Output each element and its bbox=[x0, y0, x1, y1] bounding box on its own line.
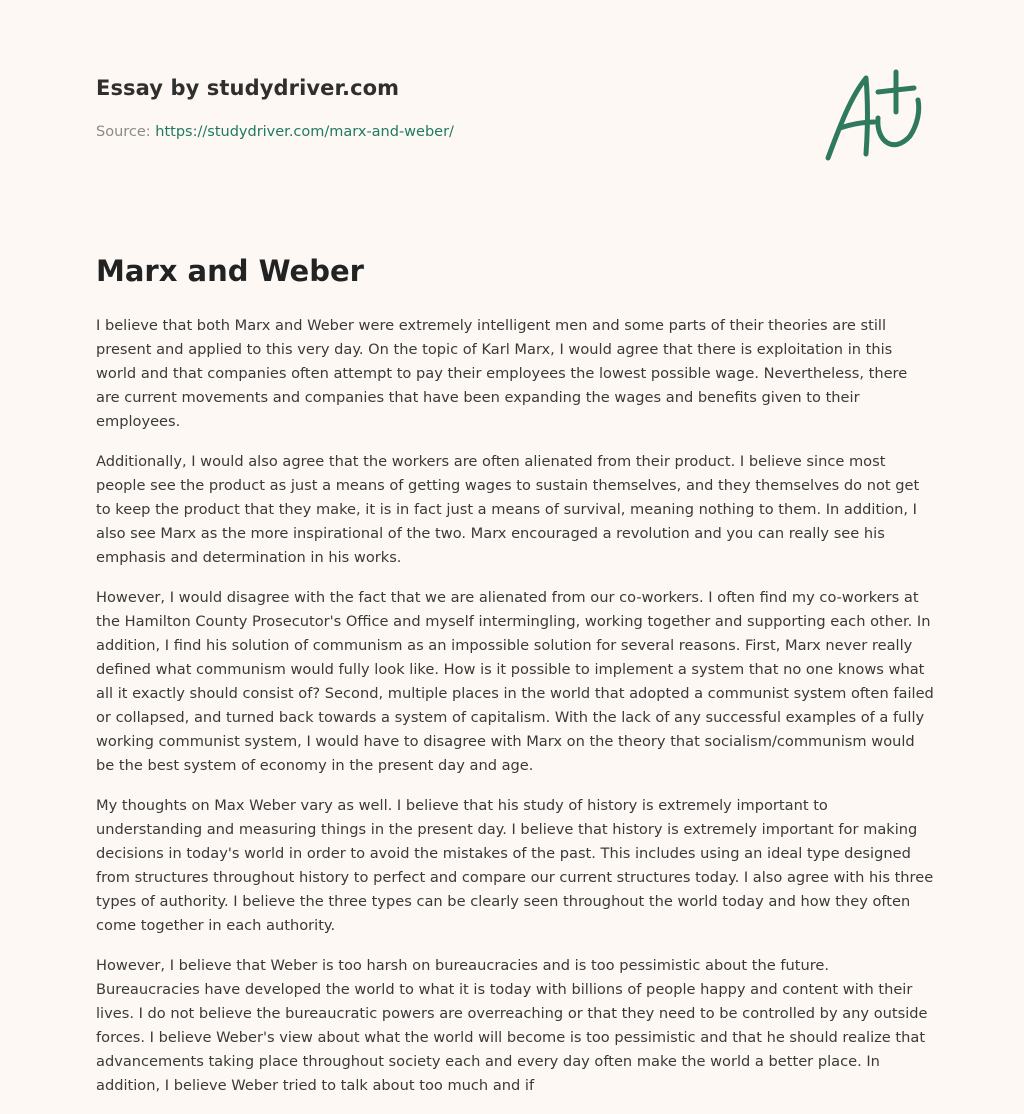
source-label: Source: bbox=[96, 124, 156, 140]
source-link[interactable]: https://studydriver.com/marx-and-weber/ bbox=[155, 124, 454, 140]
essay-paragraph: I believe that both Marx and Weber were extremely intelligent men and some parts of their theories are still present and applied to this very day. On the topic of Karl Marx, I would agree that there is exploitation in this world and that companies often attempt to pay their employees the lowest possible wage. Nevertheless, there are current movements and companies that have been expanding the wages and benefits given to their employees. bbox=[96, 317, 908, 430]
essay-paragraph: However, I believe that Weber is too harsh on bureaucracies and is too pessimistic about the future. Bureaucracies have developed the world to what it is today with billions of people happy and content with their lives. I do not believe the bureaucratic powers are overreaching or that they need to be controlled by any outside forces. I believe Weber's view about what the world will become is too pessimistic and that he should realize that advancements taking place throughout society each and every day often make the world a better place. In addition, I believe Weber tried to talk about too much and if bbox=[96, 957, 928, 1094]
essay-paragraph: However, I would disagree with the fact that we are alienated from our co-workers. I often find my co-workers at the Hamilton County Prosecutor's Office and myself intermingling, working together and supporting each other. In addition, I find his solution of communism as an impossible solution for several reasons. First, Marx never really defined what communism would fully look like. How is it possible to implement a system that no one knows what all it exactly should consist of? Second, multiple places in the world that adopted a communist system often failed or collapsed, and turned back towards a system of capitalism. With the lack of any successful examples of a fully working communist system, I would have to disagree with Marx on the theory that socialism/communism would be the best system of economy in the present day and age. bbox=[96, 589, 934, 774]
source-line bbox=[96, 124, 454, 140]
essay-title: Marx and Weber bbox=[96, 254, 364, 288]
essay-paragraph: My thoughts on Max Weber vary as well. I believe that his study of history is extremely important to understanding and measuring things in the present day. I believe that history is extremely important for making decisions in today's world in order to avoid the mistakes of the past. This includes using an ideal type designed from structures throughout history to perfect and compare our current structures today. I also agree with his three types of authority. I believe the three types can be clearly seen throughout the world today and how they often come together in each authority. bbox=[96, 797, 934, 934]
essay-body bbox=[96, 314, 934, 1114]
essay-paragraph: Additionally, I would also agree that the workers are often alienated from their product. I believe since most people see the product as just a means of getting wages to sustain themselves, and they themselves do not get to keep the product that they make, it is in fact just a means of survival, meaning nothing to them. In addition, I also see Marx as the more inspirational of the two. Marx encouraged a revolution and you can really see his emphasis and determination in his works. bbox=[96, 453, 920, 566]
a-plus-logo-icon bbox=[818, 66, 930, 166]
site-brand: Essay by studydriver.com bbox=[96, 76, 400, 100]
